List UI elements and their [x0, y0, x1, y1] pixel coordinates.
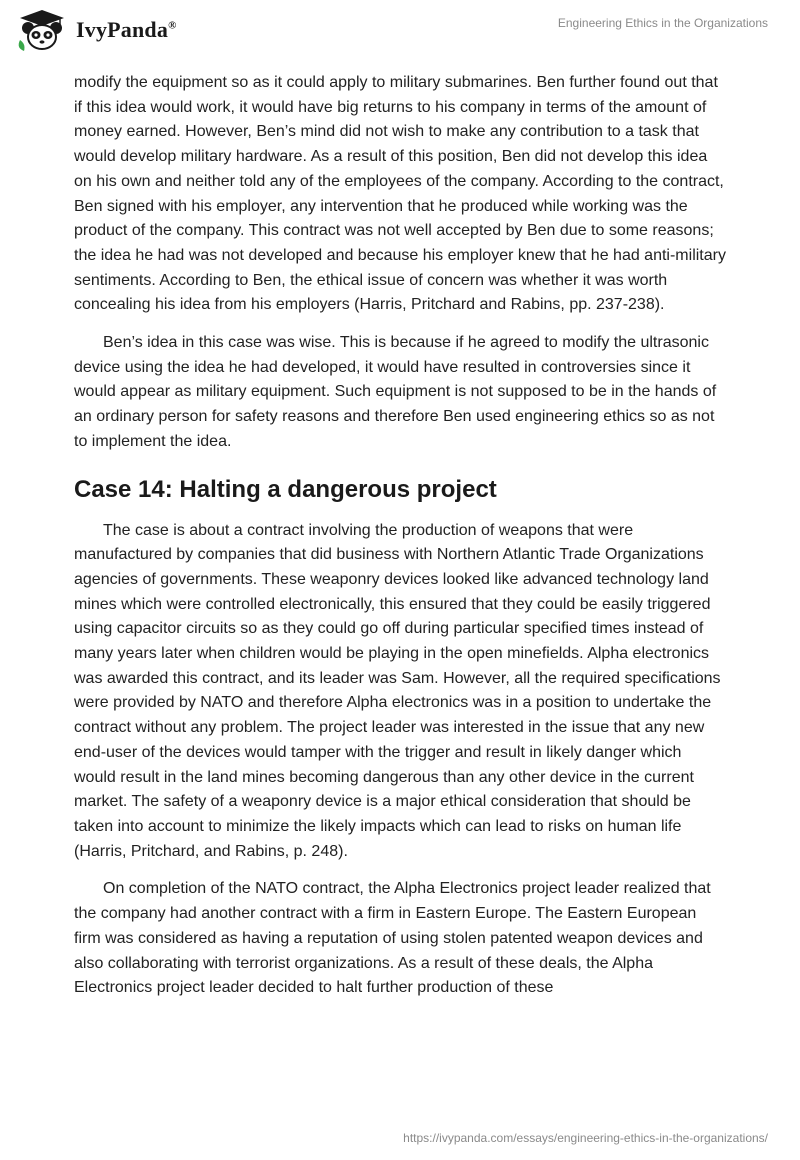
- page-header: [0, 0, 800, 60]
- brand-name: IvyPanda®: [76, 17, 177, 42]
- paragraph-3: The case is about a contract involving the production of weapons that were manufactured by companies that did business with Northern Atlantic Trade Organizations agencies of governments. These weaponry devices looked like advanced technology land mines which were controlled electronically, this ensured that they could be easily triggered using capacitor circuits so as they could go off during particular specified times instead of many years later when children would be playing in the open minefields. Alpha electronics was awarded this contract, and its leader was Sam. However, all the required specifications were provided by NATO and therefore Alpha electronics was in a position to undertake the contract without any problem. The project leader was interested in the issue that any new end-user of the devices would tamper with the trigger and result in likely danger which would result in the land mines becoming dangerous than any other device in the current market. The safety of a weaponry device is a major ethical consideration that should be taken into account to minimize the likely impacts which can lead to risks on human life (Harris, Pritchard, and Rabins, p. 248).: [74, 521, 721, 860]
- panda-graduate-icon: [14, 8, 70, 52]
- document-title: Engineering Ethics in the Organizations: [557, 16, 768, 30]
- ivypanda-logo[interactable]: [14, 8, 177, 52]
- section-heading: Case 14: Halting a dangerous project: [74, 475, 497, 503]
- paragraph-2: Ben’s idea in this case was wise. This is because if he agreed to modify the ultrasonic device using the idea he had developed, it would have resulted in controversies since it would appear as military equipment. Such equipment is not supposed to be in the hands of an ordinary person for safety reasons and therefore Ben used engineering ethics so as not to implement the idea.: [74, 334, 717, 450]
- paragraph-1: modify the equipment so as it could apply to military submarines. Ben further found out that if this idea would work, it would have big returns to his company in terms of the amount of money earned. However, Ben’s mind did not wish to make any contribution to a task that would develop military hardware. As a result of this position, Ben did not develop this idea on his own and neither told any of the employees of the company. According to the contract, Ben signed with his employer, any intervention that he produced while working was the product of the company. This contract was not well accepted by Ben due to some reasons; the idea he had was not developed and because his employer knew that he had anti-military sentiments. According to Ben, the ethical issue of concern was whether it was worth concealing his idea from his employers (Harris, Pritchard and Rabins, pp. 237-238).: [74, 74, 726, 314]
- source-url[interactable]: https://ivypanda.com/essays/engineering-ethics-in-the-organizations/: [403, 1131, 768, 1145]
- essay-body: [74, 71, 726, 1014]
- paragraph-4: On completion of the NATO contract, the Alpha Electronics project leader realized that the company had another contract with a firm in Eastern Europe. The Eastern European firm was considered as having a reputation of using stolen patented weapon devices and also collaborating with terrorist organizations. As a result of these deals, the Alpha Electronics project leader decided to halt further production of these: [74, 880, 711, 997]
